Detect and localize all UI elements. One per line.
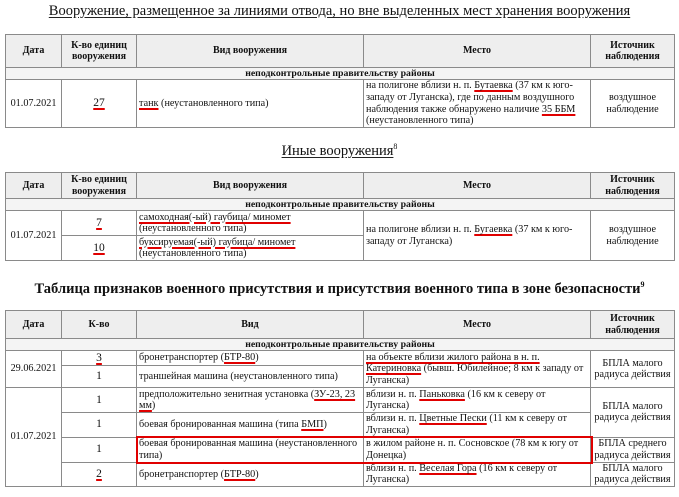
- section-title-weapons-outside-storage: Вооружение, размещенное за линиями отвода, но вне выделенных мест хранения вооружения: [48, 3, 631, 19]
- date-cell: 01.07.2021: [6, 80, 62, 128]
- place-cell: вблизи н. п. Паньковка (16 км к северу от Луганска): [364, 388, 591, 413]
- source-cell: БПЛА среднего радиуса действия: [591, 437, 675, 462]
- section-title-military-presence: Таблица признаков военного присутствия и присутствия военного типа в зоне безопасности$^9$: [34, 280, 645, 297]
- date-cell: 01.07.2021: [6, 388, 62, 487]
- table-row: [6, 351, 675, 366]
- col-header-date: Дата: [6, 311, 62, 339]
- source-cell: воздушное наблюдение: [591, 211, 675, 261]
- table-row: [6, 462, 675, 486]
- section-row: неподконтрольные правительству районы: [6, 199, 675, 211]
- type-cell: самоходная(-ый) гаубица/ миномет (неустановленного типа): [137, 211, 364, 236]
- place-cell: вблизи н. п. Цветные Пески (11 км к северу от Луганска): [364, 413, 591, 437]
- place-cell: на полигоне вблизи н. п. Бутаевка (37 км к юго-западу от Луганска), где по данным воздушного наблюдения также обнаружено наличие 35 ББМ (неустановленного типа): [364, 80, 591, 128]
- col-header-source: Источник наблюдения: [591, 173, 675, 199]
- source-cell: воздушное наблюдение: [591, 80, 675, 128]
- place-cell: в жилом районе н. п. Сосновское (78 км к югу от Донецка): [364, 437, 591, 462]
- place-cell: на объекте вблизи жилого района в н. п. Катериновка (бывш. Юбилейное; 8 км к западу от Луганска): [364, 351, 591, 388]
- type-cell: траншейная машина (неустановленного типа): [137, 366, 364, 388]
- col-header-place: Место: [364, 35, 591, 68]
- count-cell: 1: [62, 366, 137, 388]
- table-other-weapons: [5, 172, 675, 261]
- count-cell: 27: [62, 80, 137, 128]
- col-header-type: Вид вооружения: [137, 35, 364, 68]
- count-cell: 1: [62, 437, 137, 462]
- table-row: [6, 413, 675, 437]
- col-header-source: Источник наблюдения: [591, 35, 675, 68]
- type-cell: бронетранспортер (БТР-80): [137, 462, 364, 486]
- count-cell: 1: [62, 388, 137, 413]
- place-cell: вблизи н. п. Веселая Гора (16 км к северу от Луганска): [364, 462, 591, 486]
- source-cell: БПЛА малого радиуса действия: [591, 388, 675, 437]
- col-header-date: Дата: [6, 173, 62, 199]
- place-cell: на полигоне вблизи н. п. Бугаевка (37 км к юго-западу от Луганска): [364, 211, 591, 261]
- highlight-frame: [136, 436, 593, 464]
- type-cell: танк (неустановленного типа): [137, 80, 364, 128]
- col-header-count: К-во единиц вооружения: [62, 173, 137, 199]
- section-row: неподконтрольные правительству районы: [6, 339, 675, 351]
- col-header-type: Вид: [137, 311, 364, 339]
- source-cell: БПЛА малого радиуса действия: [591, 462, 675, 486]
- date-cell: 29.06.2021: [6, 351, 62, 388]
- count-cell: 10: [62, 236, 137, 261]
- section-row: неподконтрольные правительству районы: [6, 68, 675, 80]
- count-cell: 3: [62, 351, 137, 366]
- type-cell: боевая бронированная машина (типа БМП): [137, 413, 364, 437]
- type-cell: буксируемая(-ый) гаубица/ миномет (неустановленного типа): [137, 236, 364, 261]
- col-header-place: Место: [364, 311, 591, 339]
- table-row: [6, 80, 675, 128]
- col-header-date: Дата: [6, 35, 62, 68]
- count-cell: 7: [62, 211, 137, 236]
- count-cell: 2: [62, 462, 137, 486]
- type-cell: бронетранспортер (БТР-80): [137, 351, 364, 366]
- source-cell: БПЛА малого радиуса действия: [591, 351, 675, 388]
- type-cell: боевая бронированная машина (неустановленного типа): [137, 437, 364, 462]
- col-header-count: К-во: [62, 311, 137, 339]
- col-header-source: Источник наблюдения: [591, 311, 675, 339]
- table-weapons-outside-storage: [5, 34, 675, 128]
- table-row: [6, 388, 675, 413]
- col-header-place: Место: [364, 173, 591, 199]
- count-cell: 1: [62, 413, 137, 437]
- col-header-type: Вид вооружения: [137, 173, 364, 199]
- date-cell: 01.07.2021: [6, 211, 62, 261]
- table-row: [6, 211, 675, 236]
- col-header-count: К-во единиц вооружения: [62, 35, 137, 68]
- section-title-other-weapons: Иные вооружения$^8$: [281, 142, 398, 159]
- type-cell: предположительно зенитная установка (ЗУ-23, 23 мм): [137, 388, 364, 413]
